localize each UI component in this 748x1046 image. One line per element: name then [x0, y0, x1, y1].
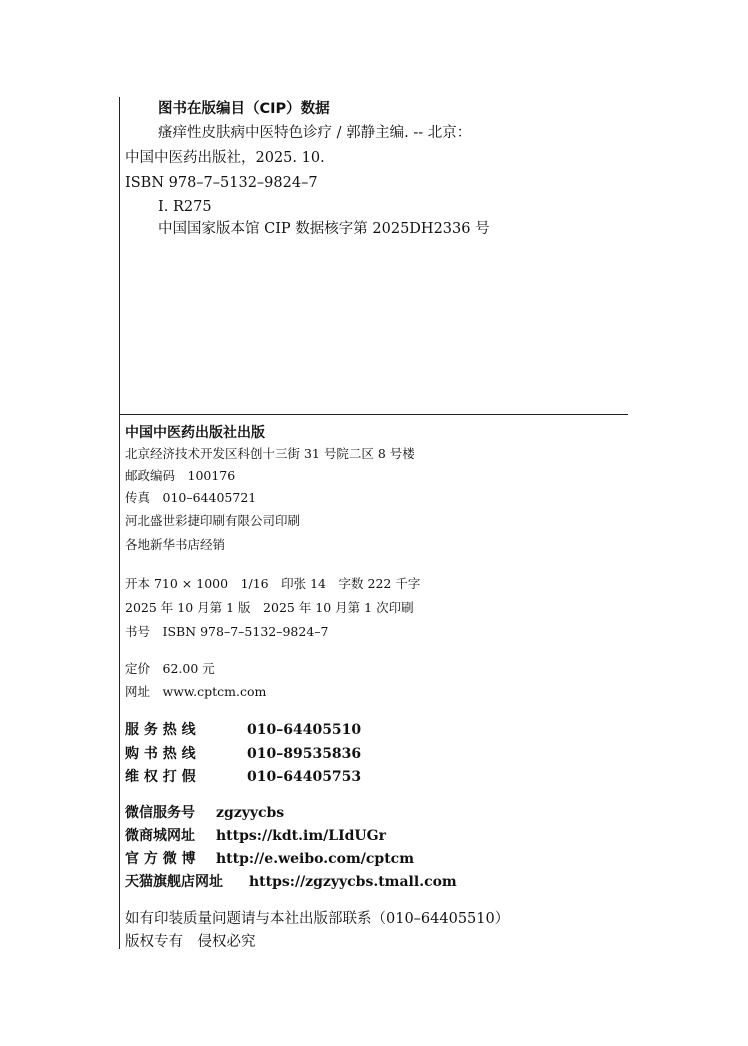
copyright-notice: 版权专有 侵权必究	[125, 934, 256, 950]
hotline-label: 服 务 热 线	[125, 722, 196, 738]
hotline-label: 购 书 热 线	[125, 746, 196, 762]
price: 定价 62.00 元	[125, 661, 215, 676]
left-vertical-rule	[119, 97, 120, 949]
online-label: 官 方 微 博	[125, 851, 196, 867]
publisher-postcode: 邮政编码 100176	[125, 468, 236, 483]
publisher-fax: 传真 010–64405721	[125, 490, 257, 505]
quality-contact: 如有印装质量问题请与本社出版部联系（010–64405510）	[125, 911, 510, 927]
hotline-antipiracy	[125, 770, 361, 784]
website: 网址 www.cptcm.com	[125, 684, 267, 699]
online-value: zgzyycbs	[216, 805, 285, 821]
online-tmall	[125, 875, 457, 889]
online-weibo	[125, 852, 414, 866]
cip-classification: Ⅰ. R275	[158, 199, 212, 215]
hotline-value: 010–89535836	[247, 746, 362, 762]
online-label: 微信服务号	[125, 805, 195, 821]
hotline-value: 010–64405510	[247, 722, 362, 738]
cip-heading: 图书在版编目（CIP）数据	[158, 101, 330, 117]
hotline-purchase	[125, 747, 361, 761]
online-value: http://e.weibo.com/cptcm	[216, 851, 415, 867]
online-value: https://zgzyycbs.tmall.com	[249, 874, 457, 890]
hotline-service	[125, 723, 361, 737]
section-divider	[119, 414, 628, 415]
cip-record-number: 中国国家版本馆 CIP 数据核字第 2025DH2336 号	[158, 221, 490, 237]
printer: 河北盛世彩捷印刷有限公司印刷	[125, 513, 301, 528]
cip-isbn-line: ISBN 978–7–5132–9824–7	[125, 175, 318, 191]
book-isbn: 书号 ISBN 978–7–5132–9824–7	[125, 624, 329, 639]
online-label: 微商城网址	[125, 828, 195, 844]
hotline-label: 维 权 打 假	[125, 769, 196, 785]
cip-publisher-line: 中国中医药出版社，2025. 10.	[125, 150, 325, 166]
online-label: 天猫旗舰店网址	[125, 874, 223, 890]
edition-info: 2025 年 10 月第 1 版 2025 年 10 月第 1 次印刷	[125, 600, 414, 615]
hotline-value: 010–64405753	[247, 769, 362, 785]
publisher-name: 中国中医药出版社出版	[125, 425, 265, 441]
publisher-address: 北京经济技术开发区科创十三街 31 号院二区 8 号楼	[125, 446, 415, 461]
distributor: 各地新华书店经销	[125, 537, 226, 552]
online-value: https://kdt.im/LIdUGr	[216, 828, 386, 844]
book-format: 开本 710 × 1000 1/16 印张 14 字数 222 千字	[125, 576, 421, 591]
cip-title-line: 瘙痒性皮肤病中医特色诊疗 / 郭静主编. -- 北京：	[158, 125, 472, 141]
online-shop	[125, 829, 386, 843]
online-wechat	[125, 806, 284, 820]
